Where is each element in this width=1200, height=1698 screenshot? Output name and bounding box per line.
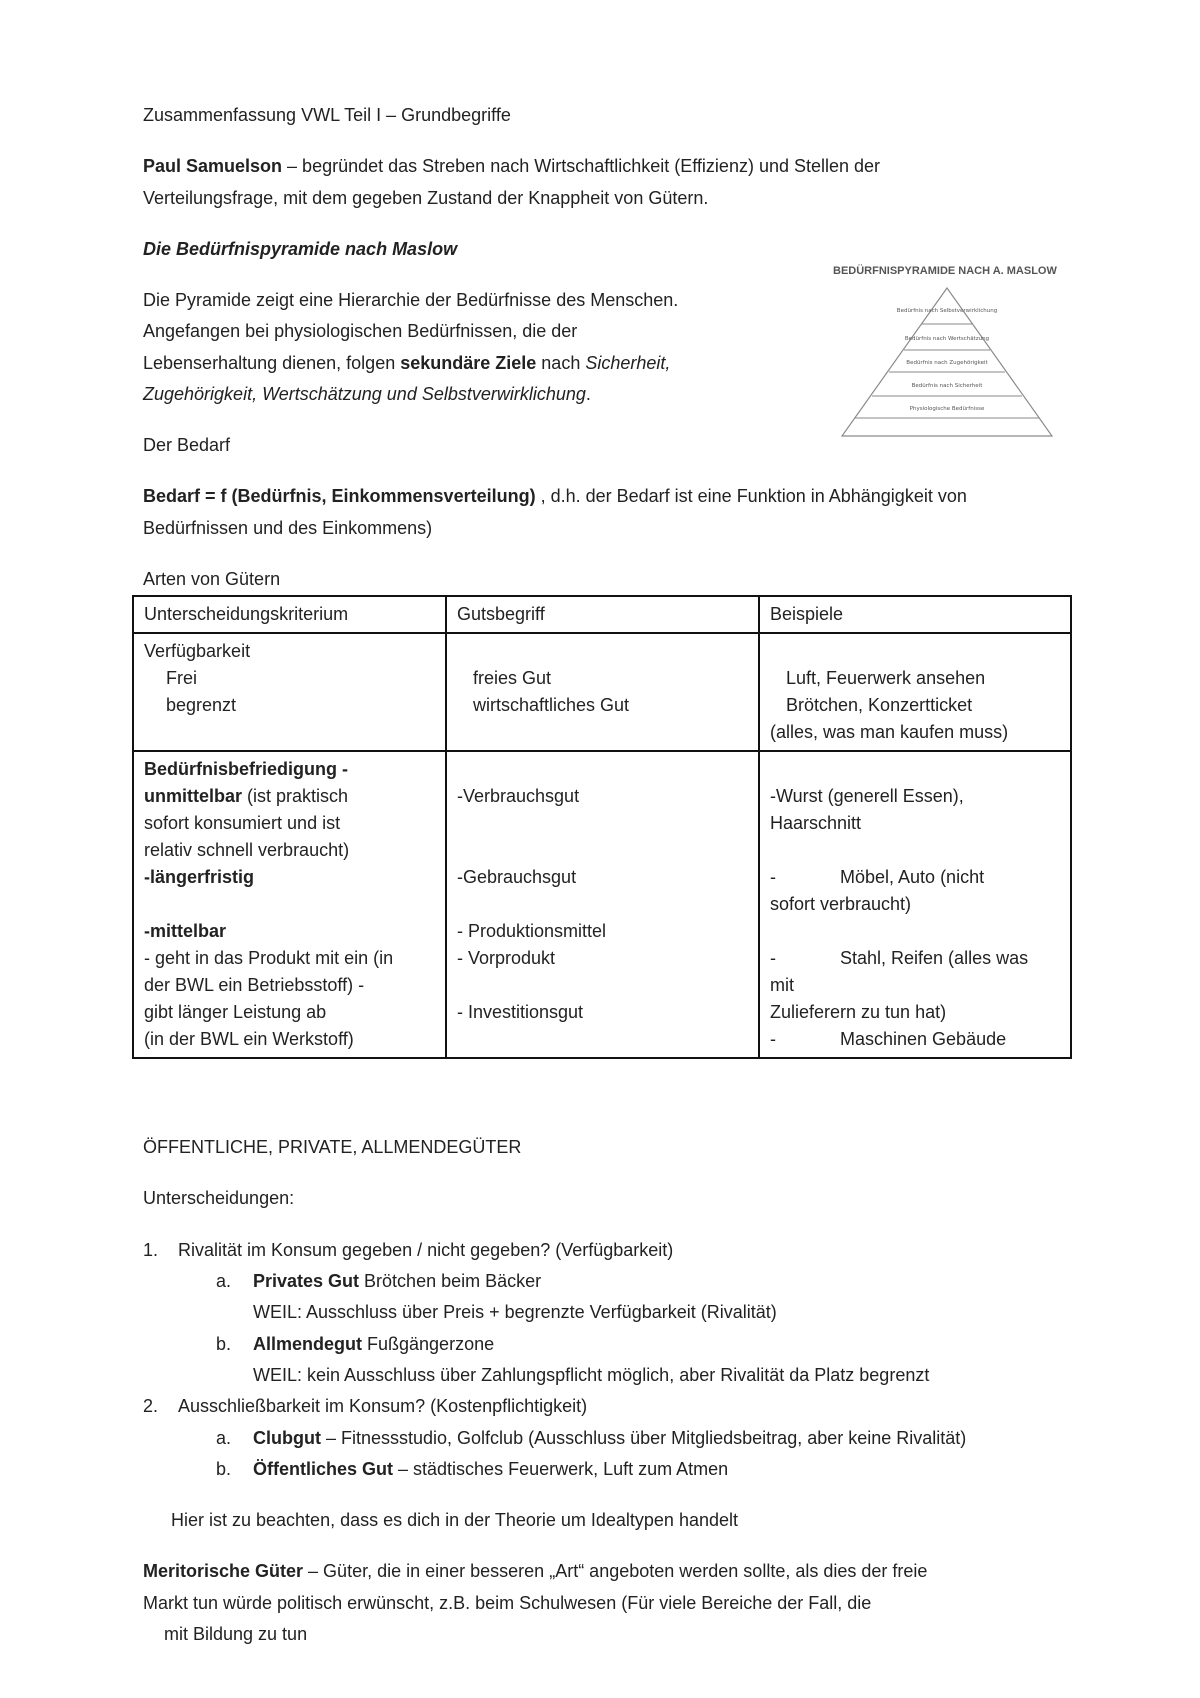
table-cell: -Verbrauchsgut -Gebrauchsgut - Produktionsmittel - Vorprodukt - Investitionsgut: [446, 751, 759, 1058]
meritorisch-line-3: mit Bildung zu tun: [164, 1624, 308, 1644]
table-cell: freies Gut wirtschaftliches Gut: [446, 633, 759, 751]
header-cell: Gutsbegriff: [446, 596, 759, 633]
table-header-row: [133, 596, 1071, 633]
table-caption: Arten von Gütern: [143, 569, 281, 589]
list-item-1a-letter: a.: [216, 1271, 232, 1291]
maslow-pyramid-figure: [832, 268, 1062, 448]
pyramid-level-2: Bedürfnis nach Wertschätzung: [904, 336, 990, 342]
list-item-1a: Privates Gut Brötchen beim Bäcker: [253, 1271, 542, 1291]
table-cell: Luft, Feuerwerk ansehen Brötchen, Konzertticket (alles, was man kaufen muss): [759, 633, 1071, 751]
header-cell: Beispiele: [759, 596, 1071, 633]
list-item-1b-reason: WEIL: kein Ausschluss über Zahlungspflicht möglich, aber Rivalität da Platz begrenzt: [253, 1365, 930, 1385]
table-row: [133, 633, 1071, 751]
distinctions-label: Unterscheidungen:: [143, 1188, 295, 1208]
goods-table: [132, 595, 1072, 1059]
pyramid-level-1: Bedürfnis nach Selbstverwirklichung: [896, 308, 998, 314]
list-item-1-num: 1.: [143, 1240, 159, 1260]
list-item-1a-reason: WEIL: Ausschluss über Preis + begrenzte Verfügbarkeit (Rivalität): [253, 1302, 777, 1322]
pyramid-level-4: Bedürfnis nach Sicherheit: [911, 383, 983, 389]
maslow-text-2: Angefangen bei physiologischen Bedürfnissen, die der: [143, 321, 578, 341]
samuelson-name: Paul Samuelson: [143, 156, 283, 176]
maslow-text-4: Zugehörigkeit, Wertschätzung und Selbstverwirklichung.: [143, 384, 591, 404]
pyramid-level-5: Physiologische Bedürfnisse: [909, 406, 985, 412]
pyramid-title: BEDÜRFNISPYRAMIDE NACH A. MASLOW: [833, 265, 1057, 277]
pyramid-level-3: Bedürfnis nach Zugehörigkeit: [906, 360, 988, 366]
maslow-text-3: Lebenserhaltung dienen, folgen sekundäre Ziele nach Sicherheit,: [143, 353, 671, 373]
doc-title: Zusammenfassung VWL Teil I – Grundbegriffe: [143, 105, 511, 125]
public-goods-heading: ÖFFENTLICHE, PRIVATE, ALLMENDEGÜTER: [143, 1137, 522, 1157]
list-item-2: Ausschließbarkeit im Konsum? (Kostenpflichtigkeit): [178, 1396, 588, 1416]
bedarf-heading: Der Bedarf: [143, 435, 231, 455]
bedarf-formula: Bedarf = f (Bedürfnis, Einkommensverteilung): [143, 486, 536, 506]
table-cell: Bedürfnisbefriedigung - unmittelbar (ist praktisch sofort konsumiert und ist relativ schnell verbraucht) -längerfristig -mittelbar - geht in das Produkt mit ein (in der BWL ein Betriebsstoff) - gibt länger Leistung ab (in der BWL ein Werkstoff): [133, 751, 446, 1058]
table-row: [133, 751, 1071, 1058]
idealtype-note: Hier ist zu beachten, dass es dich in der Theorie um Idealtypen handelt: [171, 1510, 738, 1530]
list-item-2a-letter: a.: [216, 1428, 232, 1448]
list-item-1: Rivalität im Konsum gegeben / nicht gegeben? (Verfügbarkeit): [178, 1240, 674, 1260]
table-cell: Verfügbarkeit Frei begrenzt: [133, 633, 446, 751]
bedarf-line-1: Bedarf = f (Bedürfnis, Einkommensverteilung) , d.h. der Bedarf ist eine Funktion in Abhängigkeit von: [143, 486, 967, 506]
bedarf-line-2: Bedürfnissen und des Einkommens): [143, 518, 433, 538]
list-item-2-num: 2.: [143, 1396, 159, 1416]
list-item-2b-letter: b.: [216, 1459, 232, 1479]
samuelson-line-2: Verteilungsfrage, mit dem gegeben Zustand der Knappheit von Gütern.: [143, 188, 709, 208]
maslow-text-1: Die Pyramide zeigt eine Hierarchie der Bedürfnisse des Menschen.: [143, 290, 679, 310]
table-cell: -Wurst (generell Essen), Haarschnitt - Möbel, Auto (nicht sofort verbraucht) - Stahl, Reifen (alles was mit Zulieferern zu tun hat) - Maschinen Gebäude: [759, 751, 1071, 1058]
list-item-1b: Allmendegut Fußgängerzone: [253, 1334, 495, 1354]
list-item-2b: Öffentliches Gut – städtisches Feuerwerk, Luft zum Atmen: [253, 1459, 729, 1479]
meritorisch-term: Meritorische Güter: [143, 1561, 304, 1581]
meritorisch-line-2: Markt tun würde politisch erwünscht, z.B. beim Schulwesen (Für viele Bereiche der Fall, die: [143, 1593, 872, 1613]
header-cell: Unterscheidungskriterium: [133, 596, 446, 633]
list-item-2a: Clubgut – Fitnessstudio, Golfclub (Ausschluss über Mitgliedsbeitrag, aber keine Rivalität): [253, 1428, 967, 1448]
meritorisch-line-1: Meritorische Güter – Güter, die in einer besseren „Art“ angeboten werden sollte, als dies der freie: [143, 1561, 928, 1581]
maslow-heading: Die Bedürfnispyramide nach Maslow: [143, 239, 458, 259]
samuelson-line-1: Paul Samuelson – begründet das Streben nach Wirtschaftlichkeit (Effizienz) und Stellen der: [143, 156, 881, 176]
list-item-1b-letter: b.: [216, 1334, 232, 1354]
